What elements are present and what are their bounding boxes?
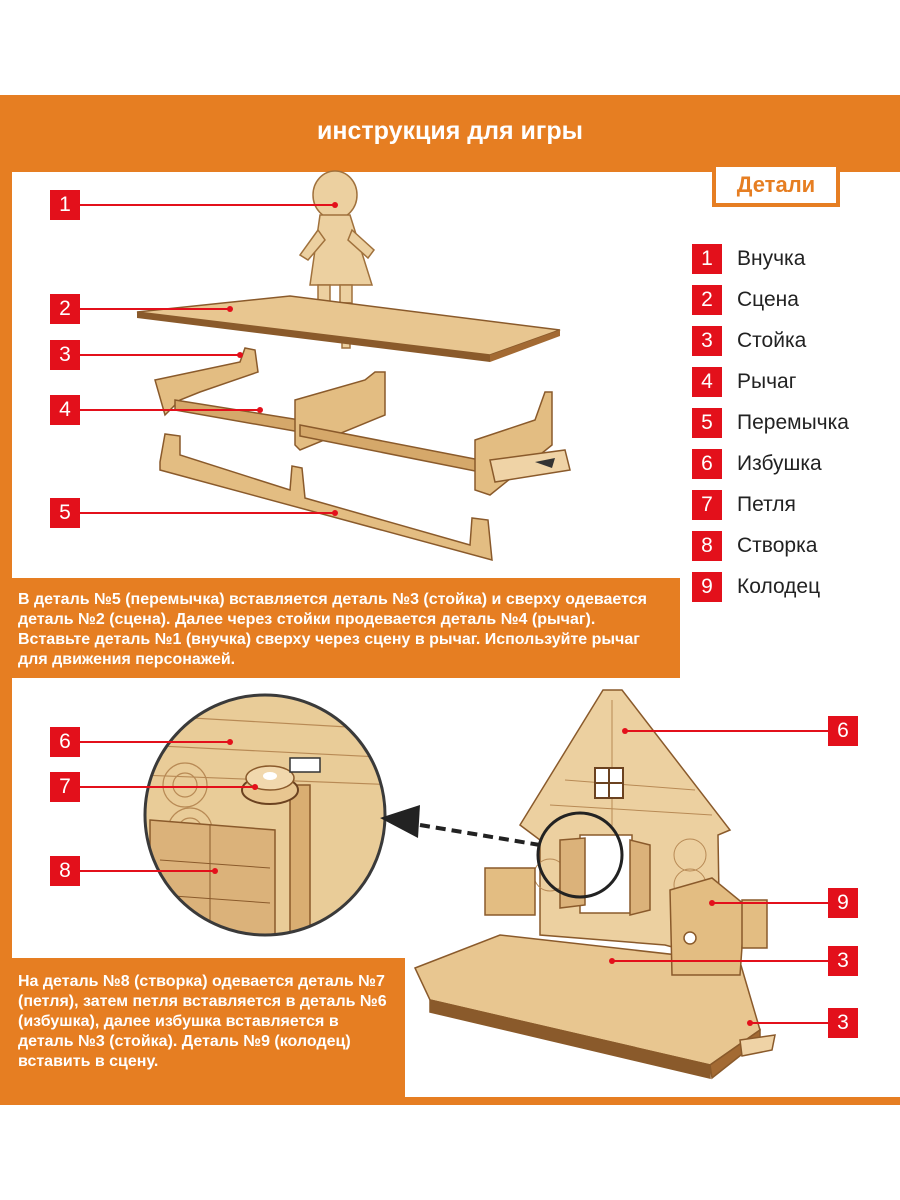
callout-badge: 5 xyxy=(50,498,80,528)
legend-label: Петля xyxy=(737,493,796,516)
callout-badge: 4 xyxy=(50,395,80,425)
legend-item xyxy=(692,572,820,602)
legend-label: Колодец xyxy=(737,575,821,598)
legend-number: 1 xyxy=(692,244,722,274)
legend-item xyxy=(692,244,805,274)
callout-badge: 2 xyxy=(50,294,80,324)
legend-item xyxy=(692,449,822,479)
page-title: инструкция для игры xyxy=(317,116,583,145)
legend-label: Рычаг xyxy=(737,370,797,393)
legend-number: 6 xyxy=(692,449,722,479)
legend-number: 9 xyxy=(692,572,722,602)
callout-badge: 6 xyxy=(50,727,80,757)
callout-badge: 3 xyxy=(828,946,858,976)
legend-number: 4 xyxy=(692,367,722,397)
callout-badge: 1 xyxy=(50,190,80,220)
legend-label: Избушка xyxy=(737,452,822,475)
instruction-step-1: В деталь №5 (перемычка) вставляется деталь №3 (стойка) и сверху одевается деталь №2 (сцена). Далее через стойки продевается деталь №4 (рычаг). Вставьте деталь №1 (внучка) сверху через сцену в рычаг. Используйте рычаг для движения персонажей. xyxy=(0,578,680,678)
legend-label: Внучка xyxy=(737,247,806,270)
legend-item xyxy=(692,490,796,520)
legend-item xyxy=(692,367,796,397)
legend-item xyxy=(692,285,799,315)
callout-badge: 9 xyxy=(828,888,858,918)
scene-board xyxy=(137,296,560,362)
instruction-step-2: На деталь №8 (створка) одевается деталь №7 (петля), затем петля вставляется в деталь №6 (избушка), далее избушка вставляется в деталь №3 (стойка). Деталь №9 (колодец) вставить в сцену. xyxy=(0,958,405,1104)
legend-label: Перемычка xyxy=(737,411,849,434)
legend-label: Сцена xyxy=(737,288,799,311)
callout-badge: 6 xyxy=(828,716,858,746)
legend-item xyxy=(692,408,849,438)
callout-badge: 3 xyxy=(50,340,80,370)
legend-number: 7 xyxy=(692,490,722,520)
legend-number: 8 xyxy=(692,531,722,561)
callout-badge: 3 xyxy=(828,1008,858,1038)
callout-badge: 7 xyxy=(50,772,80,802)
details-heading: Детали xyxy=(712,163,840,207)
legend-number: 2 xyxy=(692,285,722,315)
legend-label: Створка xyxy=(737,534,818,557)
legend-number: 5 xyxy=(692,408,722,438)
dashed-arrow xyxy=(380,805,540,845)
house-illustration xyxy=(415,690,775,1078)
legend-item xyxy=(692,326,806,356)
legend-item xyxy=(692,531,817,561)
legend-number: 3 xyxy=(692,326,722,356)
legend-label: Стойка xyxy=(737,329,807,352)
callout-badge: 8 xyxy=(50,856,80,886)
zoom-circle xyxy=(140,690,400,950)
